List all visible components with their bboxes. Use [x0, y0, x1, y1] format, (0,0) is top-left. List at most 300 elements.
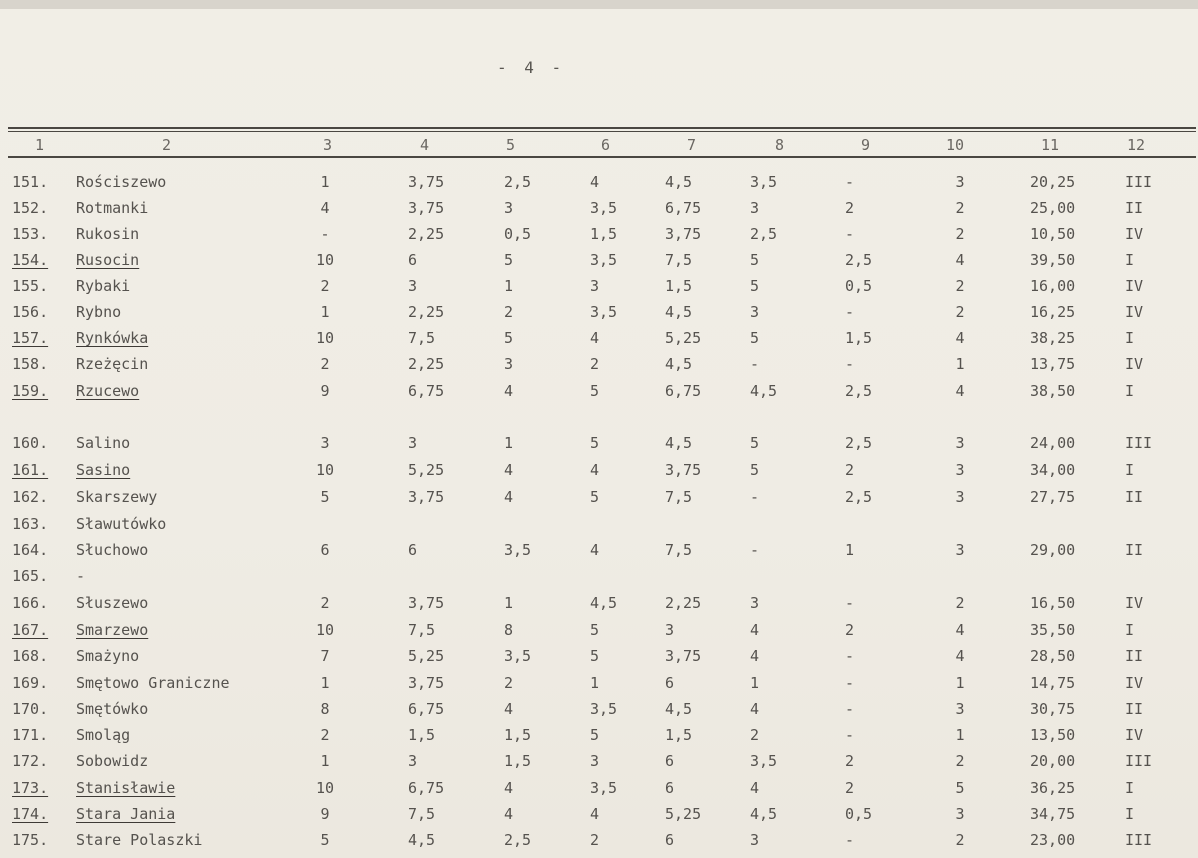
col-6-value: 3,5 [590, 779, 618, 797]
col-9-value: 1 [845, 541, 855, 559]
category-class: IV [1125, 674, 1144, 692]
header-col-7: 7 [687, 136, 697, 154]
row-number: 158. [12, 355, 49, 373]
category-class: III [1125, 434, 1153, 452]
col-6-value: 4 [590, 541, 600, 559]
col-6-value: 5 [590, 647, 600, 665]
col-7-value: 7,5 [665, 541, 693, 559]
category-class: IV [1125, 303, 1144, 321]
category-class: II [1125, 488, 1144, 506]
col-6-value: 2 [590, 355, 600, 373]
col-9-value: 2 [845, 461, 855, 479]
col-9-value: - [845, 700, 855, 718]
col-10-value: 1 [955, 726, 965, 744]
row-number: 165. [12, 567, 49, 585]
category-class: IV [1125, 277, 1144, 295]
col-6-value: 4 [590, 805, 600, 823]
col-7-value: 2,25 [665, 594, 702, 612]
col-9-value: 0,5 [845, 805, 873, 823]
col-5-value: 0,5 [504, 225, 532, 243]
table-row [0, 672, 1198, 694]
category-class: I [1125, 382, 1135, 400]
col-7-value: 4,5 [665, 434, 693, 452]
row-number: 170. [12, 700, 49, 718]
col-4-value: 3,75 [408, 488, 445, 506]
col-8-value: - [750, 541, 760, 559]
locality-name: Smażyno [76, 647, 140, 665]
row-number: 169. [12, 674, 49, 692]
category-class: II [1125, 199, 1144, 217]
col-4-value: 7,5 [408, 621, 436, 639]
col-9-value: - [845, 594, 855, 612]
col-9-value: - [845, 173, 855, 191]
col-9-value: - [845, 225, 855, 243]
col-5-value: 4 [504, 461, 514, 479]
table-row [0, 353, 1198, 375]
col-3-value: 5 [320, 488, 330, 506]
col-4-value: 3 [408, 434, 418, 452]
col-5-value: 1 [504, 434, 514, 452]
locality-name: Sławutówko [76, 515, 167, 533]
col-3-value: 9 [320, 382, 330, 400]
col-6-value: 2 [590, 831, 600, 849]
total-score: 38,25 [1030, 329, 1076, 347]
col-3-value: 1 [320, 674, 330, 692]
col-6-value: 1 [590, 674, 600, 692]
table-row [0, 327, 1198, 349]
row-number: 175. [12, 831, 49, 849]
total-score: 29,00 [1030, 541, 1076, 559]
col-6-value: 5 [590, 434, 600, 452]
col-9-value: 2 [845, 621, 855, 639]
locality-name: - [76, 567, 86, 585]
col-7-value: 5,25 [665, 805, 702, 823]
col-8-value: 2,5 [750, 225, 778, 243]
col-4-value: 5,25 [408, 461, 445, 479]
col-10-value: 3 [955, 434, 965, 452]
table-row [0, 619, 1198, 641]
total-score: 13,50 [1030, 726, 1076, 744]
col-8-value: 3,5 [750, 752, 778, 770]
row-number: 154. [12, 251, 49, 269]
col-5-value: 2,5 [504, 173, 532, 191]
table-row [0, 592, 1198, 614]
col-4-value: 2,25 [408, 355, 445, 373]
col-4-value: 2,25 [408, 303, 445, 321]
category-class: I [1125, 805, 1135, 823]
total-score: 13,75 [1030, 355, 1076, 373]
total-score: 39,50 [1030, 251, 1076, 269]
col-10-value: 2 [955, 199, 965, 217]
col-7-value: 5,25 [665, 329, 702, 347]
total-score: 36,25 [1030, 779, 1076, 797]
col-8-value: 4,5 [750, 382, 778, 400]
category-class: IV [1125, 594, 1144, 612]
header-col-3: 3 [323, 136, 333, 154]
col-6-value: 3 [590, 277, 600, 295]
table-row [0, 803, 1198, 825]
col-9-value: 2 [845, 199, 855, 217]
col-6-value: 5 [590, 382, 600, 400]
table-row [0, 171, 1198, 193]
header-col-9: 9 [861, 136, 871, 154]
col-10-value: 4 [955, 251, 965, 269]
col-9-value: 2 [845, 752, 855, 770]
row-number: 166. [12, 594, 49, 612]
locality-name: Sobowidz [76, 752, 149, 770]
col-7-value: 7,5 [665, 488, 693, 506]
table-row [0, 459, 1198, 481]
col-7-value: 4,5 [665, 355, 693, 373]
col-3-value: 8 [320, 700, 330, 718]
col-7-value: 6 [665, 779, 675, 797]
col-3-value: 1 [320, 173, 330, 191]
category-class: I [1125, 461, 1135, 479]
total-score: 10,50 [1030, 225, 1076, 243]
table-row [0, 513, 1198, 535]
col-5-value: 1,5 [504, 752, 532, 770]
locality-name: Sasino [76, 461, 131, 479]
row-number: 160. [12, 434, 49, 452]
row-number: 172. [12, 752, 49, 770]
col-3-value: 2 [320, 277, 330, 295]
row-number: 161. [12, 461, 49, 479]
col-9-value: - [845, 831, 855, 849]
row-number: 155. [12, 277, 49, 295]
table-row [0, 829, 1198, 851]
col-8-value: 5 [750, 461, 760, 479]
col-3-value: 6 [320, 541, 330, 559]
col-5-value: 3 [504, 355, 514, 373]
col-5-value: 1,5 [504, 726, 532, 744]
category-class: II [1125, 700, 1144, 718]
col-6-value: 4,5 [590, 594, 618, 612]
header-col-2: 2 [162, 136, 172, 154]
col-3-value: 2 [320, 355, 330, 373]
col-5-value: 2 [504, 674, 514, 692]
row-number: 159. [12, 382, 49, 400]
locality-name: Rukosin [76, 225, 140, 243]
col-7-value: 6,75 [665, 199, 702, 217]
locality-name: Rotmanki [76, 199, 149, 217]
total-score: 16,50 [1030, 594, 1076, 612]
col-10-value: 3 [955, 805, 965, 823]
header-col-5: 5 [506, 136, 516, 154]
col-4-value: 4,5 [408, 831, 436, 849]
col-3-value: 9 [320, 805, 330, 823]
col-7-value: 3,75 [665, 647, 702, 665]
locality-name: Rusocin [76, 251, 140, 269]
header-bottom-rule [8, 156, 1196, 158]
col-5-value: 2 [504, 303, 514, 321]
col-8-value: 3 [750, 594, 760, 612]
table-row [0, 301, 1198, 323]
row-number: 162. [12, 488, 49, 506]
header-col-6: 6 [601, 136, 611, 154]
table-row [0, 777, 1198, 799]
col-9-value: 1,5 [845, 329, 873, 347]
header-col-1: 1 [35, 136, 45, 154]
col-3-value: 1 [320, 303, 330, 321]
row-number: 157. [12, 329, 49, 347]
table-top-rule [8, 127, 1196, 129]
row-number: 156. [12, 303, 49, 321]
col-6-value: 3 [590, 752, 600, 770]
col-7-value: 4,5 [665, 700, 693, 718]
col-6-value: 5 [590, 488, 600, 506]
col-5-value: 4 [504, 700, 514, 718]
col-10-value: 4 [955, 382, 965, 400]
col-8-value: 3 [750, 831, 760, 849]
col-4-value: 3 [408, 752, 418, 770]
col-7-value: 6,75 [665, 382, 702, 400]
col-5-value: 4 [504, 779, 514, 797]
col-4-value: 3,75 [408, 594, 445, 612]
category-class: I [1125, 779, 1135, 797]
col-7-value: 6 [665, 831, 675, 849]
col-8-value: 4 [750, 700, 760, 718]
page-number: - 4 - [497, 58, 566, 77]
table-row [0, 223, 1198, 245]
col-8-value: - [750, 488, 760, 506]
locality-name: Smarzewo [76, 621, 149, 639]
col-9-value: 2,5 [845, 434, 873, 452]
col-8-value: - [750, 355, 760, 373]
col-6-value: 5 [590, 621, 600, 639]
total-score: 28,50 [1030, 647, 1076, 665]
row-number: 152. [12, 199, 49, 217]
row-number: 168. [12, 647, 49, 665]
col-8-value: 5 [750, 434, 760, 452]
col-10-value: 3 [955, 488, 965, 506]
col-4-value: 6,75 [408, 700, 445, 718]
category-class: IV [1125, 355, 1144, 373]
table-row [0, 197, 1198, 219]
col-9-value: 2,5 [845, 488, 873, 506]
locality-name: Rybno [76, 303, 122, 321]
col-10-value: 2 [955, 752, 965, 770]
col-5-value: 3 [504, 199, 514, 217]
col-8-value: 3,5 [750, 173, 778, 191]
col-3-value: - [320, 225, 330, 243]
col-4-value: 6,75 [408, 382, 445, 400]
header-col-10: 10 [946, 136, 965, 154]
locality-name: Smoląg [76, 726, 131, 744]
col-4-value: 6,75 [408, 779, 445, 797]
category-class: I [1125, 621, 1135, 639]
col-5-value: 4 [504, 382, 514, 400]
col-5-value: 8 [504, 621, 514, 639]
total-score: 30,75 [1030, 700, 1076, 718]
table-row [0, 432, 1198, 454]
category-class: IV [1125, 225, 1144, 243]
category-class: III [1125, 752, 1153, 770]
col-10-value: 3 [955, 461, 965, 479]
col-7-value: 4,5 [665, 303, 693, 321]
header-col-12: 12 [1127, 136, 1146, 154]
col-10-value: 3 [955, 173, 965, 191]
total-score: 34,00 [1030, 461, 1076, 479]
col-9-value: - [845, 355, 855, 373]
locality-name: Skarszewy [76, 488, 158, 506]
col-4-value: 1,5 [408, 726, 436, 744]
col-9-value: 2,5 [845, 251, 873, 269]
category-class: III [1125, 173, 1153, 191]
col-4-value: 7,5 [408, 329, 436, 347]
col-8-value: 4 [750, 647, 760, 665]
col-4-value: 5,25 [408, 647, 445, 665]
row-number: 174. [12, 805, 49, 823]
total-score: 16,25 [1030, 303, 1076, 321]
table-row [0, 249, 1198, 271]
col-3-value: 2 [320, 726, 330, 744]
table-row [0, 565, 1198, 587]
locality-name: Rzucewo [76, 382, 140, 400]
row-number: 167. [12, 621, 49, 639]
col-8-value: 5 [750, 277, 760, 295]
row-number: 153. [12, 225, 49, 243]
col-6-value: 5 [590, 726, 600, 744]
total-score: 20,00 [1030, 752, 1076, 770]
row-number: 164. [12, 541, 49, 559]
col-6-value: 4 [590, 461, 600, 479]
total-score: 14,75 [1030, 674, 1076, 692]
col-9-value: - [845, 303, 855, 321]
col-8-value: 4 [750, 779, 760, 797]
col-10-value: 2 [955, 594, 965, 612]
col-3-value: 4 [320, 199, 330, 217]
table-row [0, 380, 1198, 402]
col-7-value: 3 [665, 621, 675, 639]
col-8-value: 3 [750, 199, 760, 217]
col-7-value: 6 [665, 674, 675, 692]
col-10-value: 3 [955, 700, 965, 718]
total-score: 25,00 [1030, 199, 1076, 217]
page-top-edge [0, 0, 1198, 9]
table-header-row [0, 134, 1198, 156]
col-10-value: 1 [955, 355, 965, 373]
header-col-4: 4 [420, 136, 430, 154]
total-score: 16,00 [1030, 277, 1076, 295]
row-number: 163. [12, 515, 49, 533]
row-number: 171. [12, 726, 49, 744]
col-10-value: 2 [955, 277, 965, 295]
header-col-8: 8 [775, 136, 785, 154]
col-6-value: 3,5 [590, 700, 618, 718]
col-5-value: 1 [504, 277, 514, 295]
col-7-value: 3,75 [665, 225, 702, 243]
locality-name: Słuszewo [76, 594, 149, 612]
row-number: 173. [12, 779, 49, 797]
category-class: I [1125, 329, 1135, 347]
col-5-value: 5 [504, 251, 514, 269]
col-4-value: 7,5 [408, 805, 436, 823]
col-8-value: 4 [750, 621, 760, 639]
category-class: II [1125, 541, 1144, 559]
col-4-value: 3,75 [408, 173, 445, 191]
col-10-value: 1 [955, 674, 965, 692]
category-class: II [1125, 647, 1144, 665]
col-5-value: 3,5 [504, 541, 532, 559]
total-score: 24,00 [1030, 434, 1076, 452]
locality-name: Stanisławie [76, 779, 176, 797]
locality-name: Rynkówka [76, 329, 149, 347]
table-row [0, 539, 1198, 561]
col-3-value: 10 [315, 461, 335, 479]
category-class: I [1125, 251, 1135, 269]
col-7-value: 4,5 [665, 173, 693, 191]
col-6-value: 3,5 [590, 199, 618, 217]
locality-name: Rościszewo [76, 173, 167, 191]
table-row [0, 275, 1198, 297]
col-9-value: - [845, 674, 855, 692]
col-6-value: 1,5 [590, 225, 618, 243]
locality-name: Rybaki [76, 277, 131, 295]
col-8-value: 3 [750, 303, 760, 321]
locality-name: Stara Jania [76, 805, 176, 823]
table-row [0, 698, 1198, 720]
header-col-11: 11 [1041, 136, 1060, 154]
col-6-value: 4 [590, 329, 600, 347]
total-score: 38,50 [1030, 382, 1076, 400]
row-number: 151. [12, 173, 49, 191]
col-7-value: 3,75 [665, 461, 702, 479]
col-10-value: 4 [955, 329, 965, 347]
col-3-value: 1 [320, 752, 330, 770]
col-7-value: 7,5 [665, 251, 693, 269]
col-3-value: 10 [315, 621, 335, 639]
col-10-value: 3 [955, 541, 965, 559]
col-3-value: 10 [315, 779, 335, 797]
table-top-rule-thin [8, 131, 1196, 132]
col-9-value: 0,5 [845, 277, 873, 295]
col-10-value: 4 [955, 621, 965, 639]
table-row [0, 750, 1198, 772]
table-row [0, 645, 1198, 667]
locality-name: Słuchowo [76, 541, 149, 559]
col-5-value: 5 [504, 329, 514, 347]
col-4-value: 3 [408, 277, 418, 295]
col-9-value: - [845, 726, 855, 744]
col-5-value: 2,5 [504, 831, 532, 849]
col-8-value: 1 [750, 674, 760, 692]
col-8-value: 5 [750, 329, 760, 347]
table-row [0, 486, 1198, 508]
col-3-value: 2 [320, 594, 330, 612]
col-8-value: 5 [750, 251, 760, 269]
total-score: 27,75 [1030, 488, 1076, 506]
col-8-value: 4,5 [750, 805, 778, 823]
col-5-value: 3,5 [504, 647, 532, 665]
total-score: 35,50 [1030, 621, 1076, 639]
locality-name: Smętówko [76, 700, 149, 718]
col-5-value: 4 [504, 805, 514, 823]
col-8-value: 2 [750, 726, 760, 744]
col-4-value: 3,75 [408, 199, 445, 217]
col-6-value: 3,5 [590, 251, 618, 269]
category-class: III [1125, 831, 1153, 849]
col-9-value: 2 [845, 779, 855, 797]
category-class: IV [1125, 726, 1144, 744]
col-3-value: 3 [320, 434, 330, 452]
col-4-value: 2,25 [408, 225, 445, 243]
col-6-value: 3,5 [590, 303, 618, 321]
total-score: 34,75 [1030, 805, 1076, 823]
col-4-value: 3,75 [408, 674, 445, 692]
col-10-value: 2 [955, 225, 965, 243]
col-9-value: - [845, 647, 855, 665]
col-3-value: 5 [320, 831, 330, 849]
